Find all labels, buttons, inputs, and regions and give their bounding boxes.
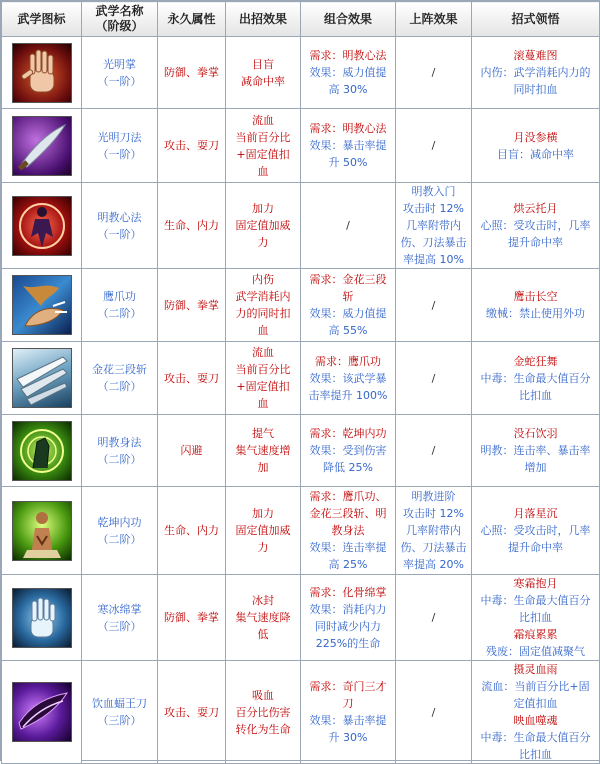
- combo-req: 需求：化骨绵掌: [309, 585, 387, 599]
- skill-tier: （一阶）: [97, 74, 142, 88]
- skill-name: 光明掌: [103, 57, 136, 71]
- combo-res: 效果：暴击率提: [309, 139, 387, 152]
- onboard-desc: 伤、刀法暴击: [400, 236, 467, 249]
- combo-req: 教身法: [331, 524, 365, 537]
- tech-desc: 缴械：禁止使用外功: [486, 307, 585, 320]
- combo-req: 需求：金花三段: [309, 273, 387, 286]
- combo-res: 效果：威力值提: [309, 66, 387, 79]
- body-method-icon: [12, 421, 72, 481]
- martial-arts-table: [1, 1, 600, 764]
- combo-res: 效果：受到伤害: [309, 444, 387, 457]
- onboard-desc: 伤、刀法暴击: [400, 541, 467, 554]
- tech-title: 映血噬魂: [513, 714, 558, 727]
- combo-res: 效果：连击率提: [309, 541, 387, 554]
- bat-king-blade-icon: [12, 682, 72, 742]
- saber-icon: [12, 116, 72, 176]
- skill-name: 光明刀法: [97, 130, 142, 144]
- header-technique: 招式领悟: [472, 2, 600, 37]
- tech-title: 摄灵血雨: [513, 663, 558, 676]
- perm-attr: 闪避: [158, 415, 226, 487]
- tech-title: 滚蔓难图: [513, 49, 558, 62]
- table-row: [2, 487, 600, 575]
- effect-line: 提气: [252, 427, 274, 440]
- effect-line: 当前百分比: [235, 130, 291, 144]
- effect-line: 力: [257, 236, 269, 249]
- combo-res: 效果：暴击率提: [309, 714, 387, 727]
- effect-line: 武学消耗内: [235, 290, 291, 303]
- effect-line: 吸血: [252, 688, 274, 702]
- table-row: [2, 37, 600, 109]
- onboard-desc: 几率附带内: [406, 524, 461, 537]
- onboard-title: 明教入门: [411, 185, 456, 198]
- effect-line: 流血: [252, 346, 274, 359]
- mingjiao-heart-icon: [12, 196, 72, 256]
- tech-desc: 提升命中率: [508, 236, 563, 249]
- skill-name: 明教心法: [97, 210, 142, 224]
- skill-tier: （一阶）: [97, 147, 142, 161]
- effect-line: 低: [257, 628, 269, 641]
- effect-line: 流血: [252, 113, 274, 127]
- combo-req: 金花三段斩、明: [309, 507, 387, 520]
- onboard-slash: /: [396, 575, 472, 661]
- tech-desc: 中毒：生命最大值百分: [480, 371, 591, 385]
- header-effect: 出招效果: [226, 2, 301, 37]
- effect-line: 百分比伤害: [235, 705, 291, 719]
- tech-desc: 流血：当前百分比+固: [481, 680, 590, 693]
- skill-name: 鹰爪功: [103, 290, 136, 303]
- tech-desc: 中毒：生命最大值百分: [480, 594, 591, 607]
- tech-desc: 比扣血: [519, 748, 552, 761]
- perm-attr: 防御、拳掌: [158, 37, 226, 109]
- skill-name: 寒冰绵掌: [97, 602, 142, 616]
- onboard-slash: /: [396, 661, 472, 764]
- perm-attr: 防御、拳掌: [158, 269, 226, 342]
- onboard-desc: 率提高 20%: [403, 558, 464, 571]
- tech-title: 月没参横: [513, 130, 558, 144]
- skill-tier: （一阶）: [97, 227, 142, 241]
- tech-desc: 定值扣血: [513, 697, 558, 710]
- palm-icon: [12, 43, 72, 103]
- combo-res: 降低 25%: [323, 461, 373, 474]
- table-row: [2, 415, 600, 487]
- effect-line: 血: [257, 397, 269, 410]
- header-icon: 武学图标: [2, 2, 82, 37]
- effect-line: 血: [257, 164, 269, 178]
- tech-desc: 比扣血: [519, 388, 552, 402]
- tech-desc: 目盲：减命中率: [497, 147, 574, 161]
- effect-line: 血: [257, 324, 269, 337]
- onboard-desc: 攻击时 12%: [403, 507, 464, 520]
- skill-tier: （二阶）: [97, 532, 142, 546]
- effect-line: 力: [257, 541, 269, 554]
- header-attr: 永久属性: [158, 2, 226, 37]
- effect-line: 目盲: [252, 57, 274, 71]
- effect-line: +固定值扣: [236, 147, 290, 161]
- skill-name: 明教身法: [97, 435, 142, 449]
- skill-tier: （三阶）: [97, 714, 142, 727]
- onboard-slash: /: [396, 269, 472, 342]
- combo-res: 225%的生命: [315, 636, 381, 650]
- tech-title: 烘云托月: [513, 202, 558, 215]
- tech-title: 寒霜抱月: [513, 577, 558, 590]
- combo-req: 需求：明教心法: [309, 49, 387, 62]
- effect-line: 集气速度增: [235, 444, 291, 457]
- perm-attr: 攻击、耍刀: [158, 661, 226, 764]
- combo-req: 刀: [342, 697, 354, 710]
- tech-title: 鹰击长空: [513, 290, 558, 303]
- onboard-slash: /: [396, 342, 472, 415]
- tech-desc: 提升命中率: [508, 541, 563, 554]
- skill-name: 金花三段斩: [92, 363, 147, 376]
- tech-title: 霜痕累累: [513, 628, 558, 641]
- table-row: [2, 661, 600, 764]
- skill-tier: （二阶）: [97, 307, 142, 320]
- tech-title: 月落星沉: [513, 507, 558, 520]
- combo-req: 需求：乾坤内功: [309, 427, 387, 440]
- tech-title: 金蛇狂舞: [513, 354, 558, 368]
- table-row: [2, 342, 600, 415]
- eagle-claw-icon: [12, 275, 72, 335]
- ice-palm-icon: [12, 588, 72, 648]
- header-row: [2, 2, 600, 37]
- combo-res: 高 30%: [328, 83, 368, 96]
- effect-line: 减命中率: [241, 74, 285, 88]
- combo-req: 需求：鹰爪功、: [309, 490, 387, 503]
- tech-desc: 同时扣血: [513, 83, 558, 96]
- skill-tier: （二阶）: [97, 380, 142, 393]
- skill-name: 乾坤内功: [97, 515, 142, 529]
- effect-line: 固定值加威: [235, 524, 291, 537]
- table-row: [2, 269, 600, 342]
- onboard-slash: /: [396, 415, 472, 487]
- tech-desc: 心照：受攻击时，几率: [480, 524, 591, 537]
- onboard-desc: 率提高 10%: [403, 253, 464, 266]
- onboard-title: 明教进阶: [411, 490, 456, 503]
- tech-desc: 内伤：武学消耗内力的: [480, 66, 591, 79]
- effect-line: 集气速度降: [235, 611, 291, 624]
- combo-slash: /: [301, 183, 396, 269]
- perm-attr: 防御、拳掌: [158, 575, 226, 661]
- combo-req: 需求：奇门三才: [309, 680, 387, 693]
- combo-req: 需求：明教心法: [309, 122, 387, 135]
- meditation-icon: [12, 501, 72, 561]
- effect-line: 加: [257, 461, 269, 474]
- effect-line: 加力: [252, 507, 274, 520]
- tech-desc: 比扣血: [519, 611, 552, 624]
- effect-line: 固定值加威: [235, 219, 291, 232]
- onboard-slash: /: [396, 109, 472, 183]
- effect-line: 冰封: [252, 594, 274, 607]
- skill-tier: （二阶）: [97, 452, 142, 466]
- effect-line: +固定值扣: [236, 380, 290, 393]
- tech-desc: 残废：固定值减聚气: [486, 645, 585, 658]
- perm-attr: 攻击、耍刀: [158, 342, 226, 415]
- table-row: [2, 109, 600, 183]
- effect-line: 力的同时扣: [235, 307, 291, 320]
- tech-desc: 中毒：生命最大值百分: [480, 731, 591, 744]
- skill-tier: （三阶）: [97, 619, 142, 633]
- combo-res: 击率提升 100%: [308, 388, 388, 402]
- onboard-desc: 攻击时 12%: [403, 202, 464, 215]
- combo-req: 斩: [342, 290, 354, 303]
- effect-line: 加力: [252, 202, 274, 215]
- tech-desc: 心照：受攻击时，几率: [480, 219, 591, 232]
- onboard-slash: /: [396, 37, 472, 109]
- tech-desc: 明教：连击率、暴击率: [480, 444, 591, 457]
- perm-attr: 生命、内力: [158, 487, 226, 575]
- combo-res: 同时减少内力: [315, 619, 381, 633]
- combo-res: 效果：消耗内力: [309, 602, 387, 616]
- combo-res: 升 50%: [328, 156, 368, 169]
- effect-line: 当前百分比: [235, 363, 291, 376]
- effect-line: 内伤: [252, 273, 274, 286]
- table-row: [2, 183, 600, 269]
- golden-blade-icon: [12, 348, 72, 408]
- perm-attr: 攻击、耍刀: [158, 109, 226, 183]
- combo-res: 高 25%: [328, 558, 368, 571]
- header-name: 武学名称 （阶级）: [82, 2, 158, 37]
- perm-attr: 生命、内力: [158, 183, 226, 269]
- effect-line: 转化为生命: [235, 722, 291, 736]
- combo-res: 升 30%: [328, 731, 368, 744]
- combo-res: 效果：威力值提: [309, 307, 387, 320]
- header-combo: 组合效果: [301, 2, 396, 37]
- combo-res: 高 55%: [328, 324, 368, 337]
- combo-req: 需求：鹰爪功: [315, 354, 381, 368]
- tech-title: 没石饮羽: [513, 427, 558, 440]
- table-row: [2, 575, 600, 661]
- tech-desc: 增加: [524, 461, 547, 474]
- skill-name: 饮血蝠王刀: [92, 697, 147, 710]
- header-onboard: 上阵效果: [396, 2, 472, 37]
- combo-res: 效果：该武学暴: [309, 371, 387, 385]
- onboard-desc: 几率附带内: [406, 219, 461, 232]
